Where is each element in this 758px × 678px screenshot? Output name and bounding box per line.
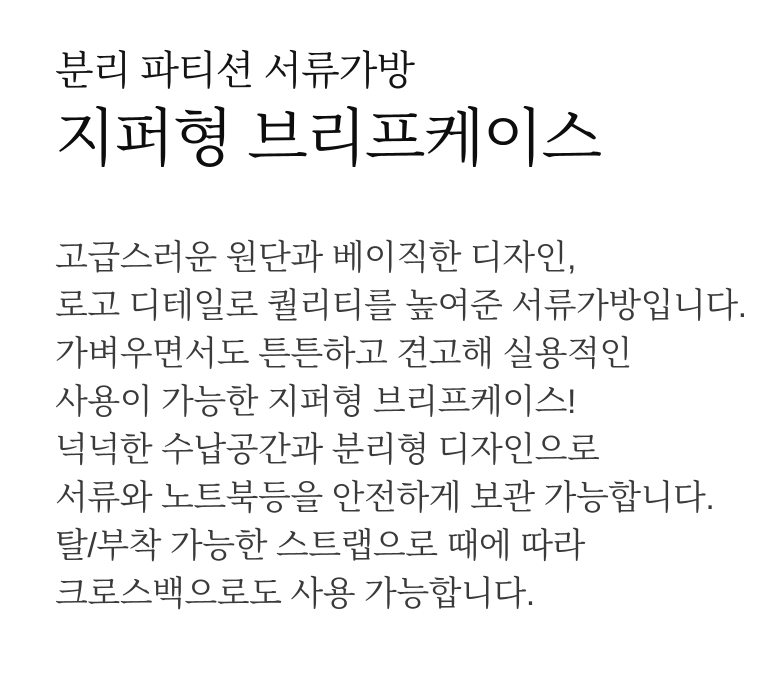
description-line: 크로스백으로도 사용 가능합니다. bbox=[55, 575, 535, 614]
description-line: 사용이 가능한 지퍼형 브리프케이스! bbox=[55, 383, 576, 422]
product-subtitle: 분리 파티션 서류가방 bbox=[55, 49, 414, 93]
description-line: 고급스러운 원단과 베이직한 디자인, bbox=[55, 239, 576, 278]
description-line: 탈/부착 가능한 스트랩으로 때에 따라 bbox=[55, 527, 585, 566]
product-title: 지퍼형 브리프케이스 bbox=[55, 104, 601, 174]
product-header bbox=[55, 46, 728, 176]
description-line: 넉넉한 수납공간과 분리형 디자인으로 bbox=[55, 431, 600, 470]
description-line: 로고 디테일로 퀄리티를 높여준 서류가방입니다. bbox=[55, 287, 747, 326]
description-line: 가벼우면서도 튼튼하고 견고해 실용적인 bbox=[55, 335, 632, 374]
product-description bbox=[55, 234, 747, 618]
description-line: 서류와 노트북등을 안전하게 보관 가능합니다. bbox=[55, 479, 715, 518]
